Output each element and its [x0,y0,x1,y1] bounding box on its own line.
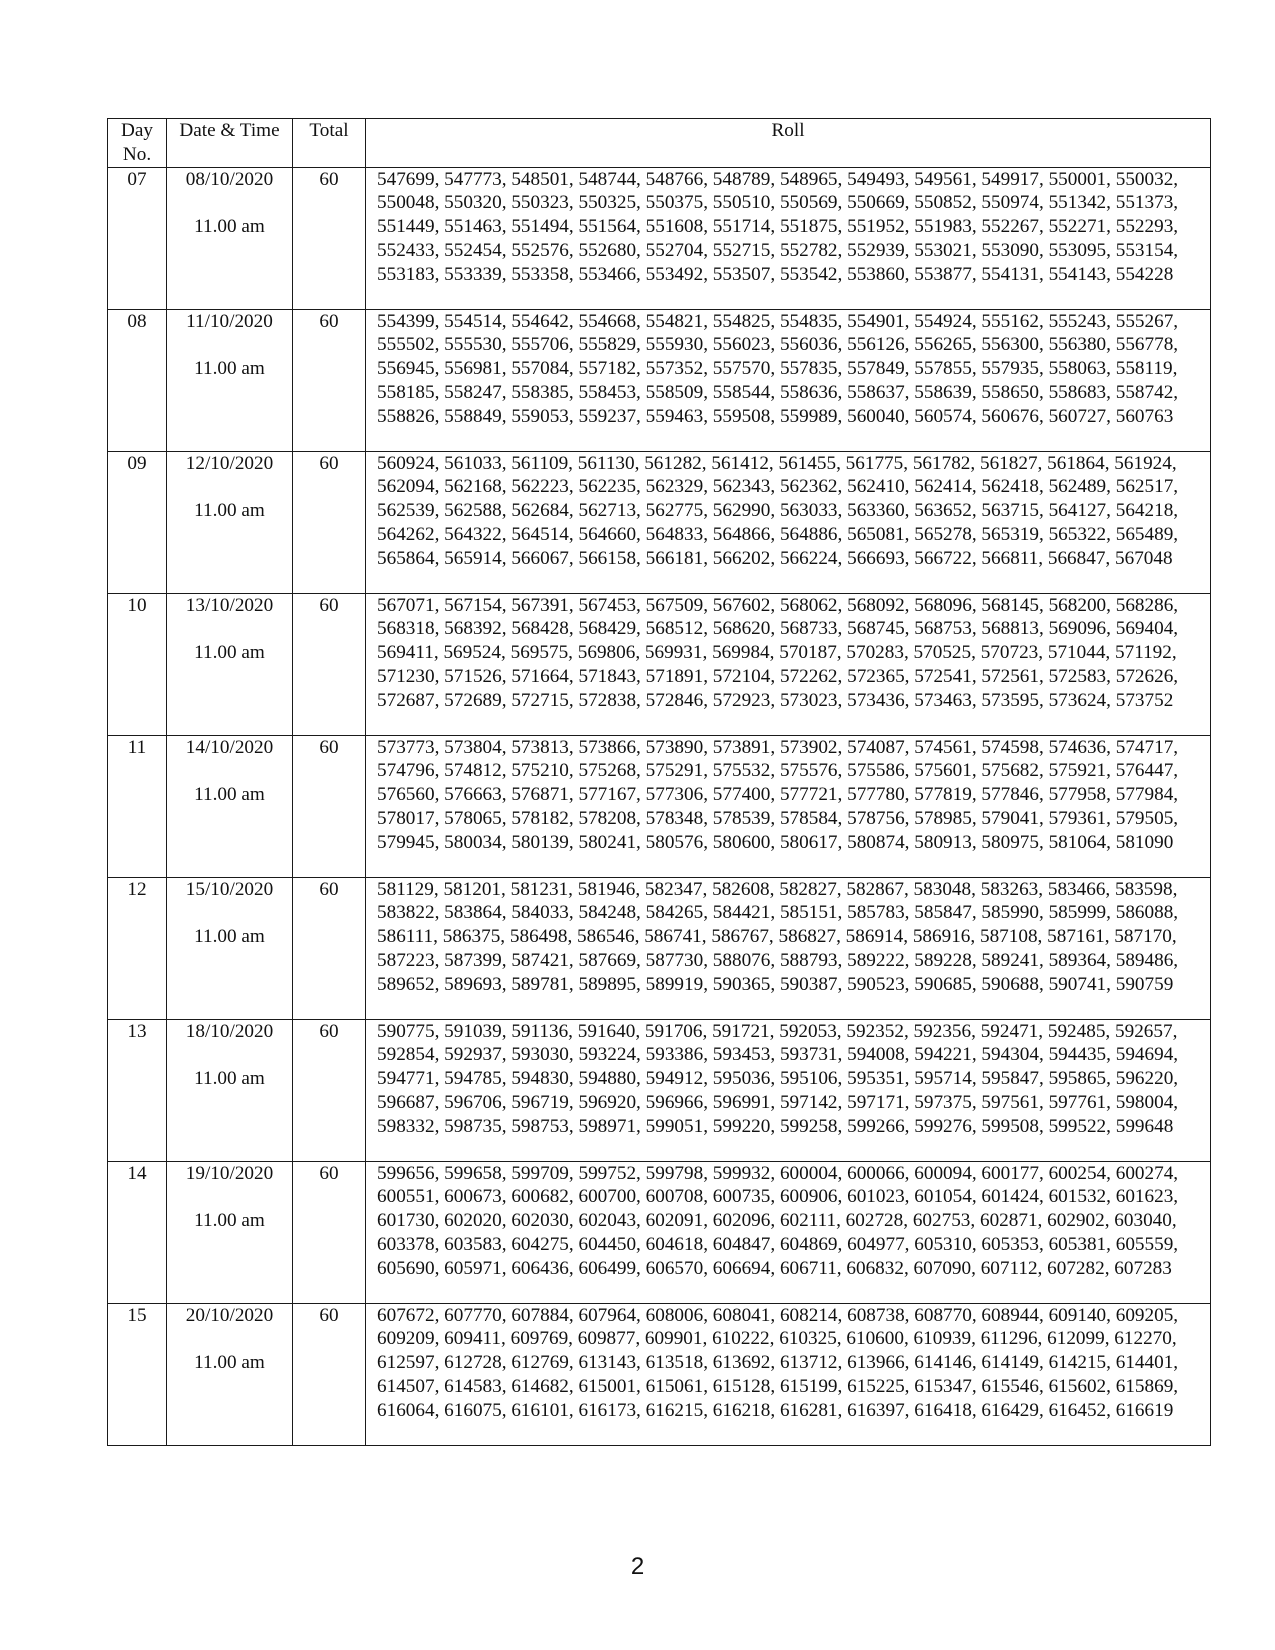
total-count: 60 [319,452,339,474]
table-row [108,1303,1211,1445]
total-cell [293,735,366,877]
date-time-cell [167,309,293,451]
header-day-no: Day No. [108,119,167,168]
total-count: 60 [319,1162,339,1184]
day-number: 07 [127,168,147,190]
total-count: 60 [319,168,339,190]
day-number: 08 [127,310,147,332]
date-time-cell [167,1019,293,1161]
total-cell [293,309,366,451]
total-count: 60 [319,1020,339,1042]
page-number: 2 [630,1553,645,1580]
day-number-cell [108,1161,167,1303]
table-row [108,451,1211,593]
day-number: 10 [127,594,147,616]
total-count: 60 [319,594,339,616]
exam-date: 20/10/2020 [185,1304,274,1326]
date-time-cell [167,1161,293,1303]
day-number-cell [108,593,167,735]
exam-date: 15/10/2020 [185,878,274,900]
day-number-cell [108,451,167,593]
date-time-cell [167,451,293,593]
table-row [108,167,1211,309]
roll-numbers: 567071, 567154, 567391, 567453, 567509, 567602, 568062, 568092, 568096, 568145, 568200, 568286, 568318, 568392, 568428, 568429, 568512, 568620, 568733, 568745, 568753, 568813, 569096, 569404, 569411, 569524, 569575, 569806, 569931, 569984, 570187, 570283, 570525, 570723, 571044, 571192, 571230, 571526, 571664, 571843, 571891, 572104, 572262, 572365, 572541, 572561, 572583, 572626, 572687, 572689, 572715, 572838, 572846, 572923, 573023, 573436, 573463, 573595, 573624, 573752 [377,594,1179,711]
exam-date: 12/10/2020 [185,452,274,474]
roll-cell [366,1303,1211,1445]
roll-cell [366,735,1211,877]
day-number-cell [108,877,167,1019]
total-cell [293,1303,366,1445]
day-number-cell [108,735,167,877]
total-count: 60 [319,1304,339,1326]
roll-cell [366,877,1211,1019]
roll-numbers: 607672, 607770, 607884, 607964, 608006, 608041, 608214, 608738, 608770, 608944, 609140, 609205, 609209, 609411, 609769, 609877, 609901, 610222, 610325, 610600, 610939, 611296, 612099, 612270, 612597, 612728, 612769, 613143, 613518, 613692, 613712, 613966, 614146, 614149, 614215, 614401, 614507, 614583, 614682, 615001, 615061, 615128, 615199, 615225, 615347, 615546, 615602, 615869, 616064, 616075, 616101, 616173, 616215, 616218, 616281, 616397, 616418, 616429, 616452, 616619 [377,1304,1179,1421]
exam-date: 19/10/2020 [185,1162,274,1184]
exam-time: 11.00 am [194,1210,265,1232]
exam-time: 11.00 am [194,216,265,238]
roll-cell [366,309,1211,451]
table-body [108,167,1211,1445]
total-count: 60 [319,310,339,332]
exam-schedule-table [107,118,1211,1446]
table-row [108,1161,1211,1303]
exam-time: 11.00 am [194,926,265,948]
exam-time: 11.00 am [194,358,265,380]
total-cell [293,1161,366,1303]
total-count: 60 [319,878,339,900]
header-date-time: Date & Time [167,119,293,168]
roll-numbers: 560924, 561033, 561109, 561130, 561282, 561412, 561455, 561775, 561782, 561827, 561864, 561924, 562094, 562168, 562223, 562235, 562329, 562343, 562362, 562410, 562414, 562418, 562489, 562517, 562539, 562588, 562684, 562713, 562775, 562990, 563033, 563360, 563652, 563715, 564127, 564218, 564262, 564322, 564514, 564660, 564833, 564866, 564886, 565081, 565278, 565319, 565322, 565489, 565864, 565914, 566067, 566158, 566181, 566202, 566224, 566693, 566722, 566811, 566847, 567048 [377,452,1179,569]
header-row [108,119,1211,168]
total-cell [293,1019,366,1161]
exam-time: 11.00 am [194,642,265,664]
exam-time: 11.00 am [194,784,265,806]
roll-cell [366,1161,1211,1303]
date-time-cell [167,735,293,877]
table-row [108,593,1211,735]
exam-time: 11.00 am [194,500,265,522]
roll-numbers: 573773, 573804, 573813, 573866, 573890, 573891, 573902, 574087, 574561, 574598, 574636, 574717, 574796, 574812, 575210, 575268, 575291, 575532, 575576, 575586, 575601, 575682, 575921, 576447, 576560, 576663, 576871, 577167, 577306, 577400, 577721, 577780, 577819, 577846, 577958, 577984, 578017, 578065, 578182, 578208, 578348, 578539, 578584, 578756, 578985, 579041, 579361, 579505, 579945, 580034, 580139, 580241, 580576, 580600, 580617, 580874, 580913, 580975, 581064, 581090 [377,736,1179,853]
roll-numbers: 599656, 599658, 599709, 599752, 599798, 599932, 600004, 600066, 600094, 600177, 600254, 600274, 600551, 600673, 600682, 600700, 600708, 600735, 600906, 601023, 601054, 601424, 601532, 601623, 601730, 602020, 602030, 602043, 602091, 602096, 602111, 602728, 602753, 602871, 602902, 603040, 603378, 603583, 604275, 604450, 604618, 604847, 604869, 604977, 605310, 605353, 605381, 605559, 605690, 605971, 606436, 606499, 606570, 606694, 606711, 606832, 607090, 607112, 607282, 607283 [377,1162,1179,1279]
day-number: 12 [127,878,147,900]
day-number: 14 [127,1162,147,1184]
exam-date: 11/10/2020 [186,310,273,332]
day-number-cell [108,1019,167,1161]
date-time-cell [167,593,293,735]
total-cell [293,167,366,309]
roll-cell [366,593,1211,735]
table-row [108,309,1211,451]
exam-time: 11.00 am [194,1068,265,1090]
exam-date: 14/10/2020 [185,736,274,758]
exam-time: 11.00 am [194,1352,265,1374]
total-cell [293,593,366,735]
roll-cell [366,451,1211,593]
roll-numbers: 547699, 547773, 548501, 548744, 548766, 548789, 548965, 549493, 549561, 549917, 550001, 550032, 550048, 550320, 550323, 550325, 550375, 550510, 550569, 550669, 550852, 550974, 551342, 551373, 551449, 551463, 551494, 551564, 551608, 551714, 551875, 551952, 551983, 552267, 552271, 552293, 552433, 552454, 552576, 552680, 552704, 552715, 552782, 552939, 553021, 553090, 553095, 553154, 553183, 553339, 553358, 553466, 553492, 553507, 553542, 553860, 553877, 554131, 554143, 554228 [377,168,1179,285]
header-total: Total [293,119,366,168]
exam-date: 13/10/2020 [185,594,274,616]
date-time-cell [167,1303,293,1445]
date-time-cell [167,877,293,1019]
table-row [108,735,1211,877]
day-number-cell [108,167,167,309]
day-number-cell [108,309,167,451]
total-count: 60 [319,736,339,758]
exam-date: 08/10/2020 [185,168,274,190]
table-header [108,119,1211,168]
roll-numbers: 554399, 554514, 554642, 554668, 554821, 554825, 554835, 554901, 554924, 555162, 555243, 555267, 555502, 555530, 555706, 555829, 555930, 556023, 556036, 556126, 556265, 556300, 556380, 556778, 556945, 556981, 557084, 557182, 557352, 557570, 557835, 557849, 557855, 557935, 558063, 558119, 558185, 558247, 558385, 558453, 558509, 558544, 558636, 558637, 558639, 558650, 558683, 558742, 558826, 558849, 559053, 559237, 559463, 559508, 559989, 560040, 560574, 560676, 560727, 560763 [377,310,1179,427]
exam-date: 18/10/2020 [185,1020,274,1042]
header-roll: Roll [366,119,1211,168]
roll-cell [366,167,1211,309]
table-row [108,877,1211,1019]
roll-numbers: 590775, 591039, 591136, 591640, 591706, 591721, 592053, 592352, 592356, 592471, 592485, 592657, 592854, 592937, 593030, 593224, 593386, 593453, 593731, 594008, 594221, 594304, 594435, 594694, 594771, 594785, 594830, 594880, 594912, 595036, 595106, 595351, 595714, 595847, 595865, 596220, 596687, 596706, 596719, 596920, 596966, 596991, 597142, 597171, 597375, 597561, 597761, 598004, 598332, 598735, 598753, 598971, 599051, 599220, 599258, 599266, 599276, 599508, 599522, 599648 [377,1020,1179,1137]
day-number: 15 [127,1304,147,1326]
day-number: 09 [127,452,147,474]
day-number: 11 [127,736,147,758]
roll-numbers: 581129, 581201, 581231, 581946, 582347, 582608, 582827, 582867, 583048, 583263, 583466, 583598, 583822, 583864, 584033, 584248, 584265, 584421, 585151, 585783, 585847, 585990, 585999, 586088, 586111, 586375, 586498, 586546, 586741, 586767, 586827, 586914, 586916, 587108, 587161, 587170, 587223, 587399, 587421, 587669, 587730, 588076, 588793, 589222, 589228, 589241, 589364, 589486, 589652, 589693, 589781, 589895, 589919, 590365, 590387, 590523, 590685, 590688, 590741, 590759 [377,878,1179,995]
date-time-cell [167,167,293,309]
roll-cell [366,1019,1211,1161]
day-number: 13 [127,1020,147,1042]
table-row [108,1019,1211,1161]
total-cell [293,451,366,593]
day-number-cell [108,1303,167,1445]
total-cell [293,877,366,1019]
